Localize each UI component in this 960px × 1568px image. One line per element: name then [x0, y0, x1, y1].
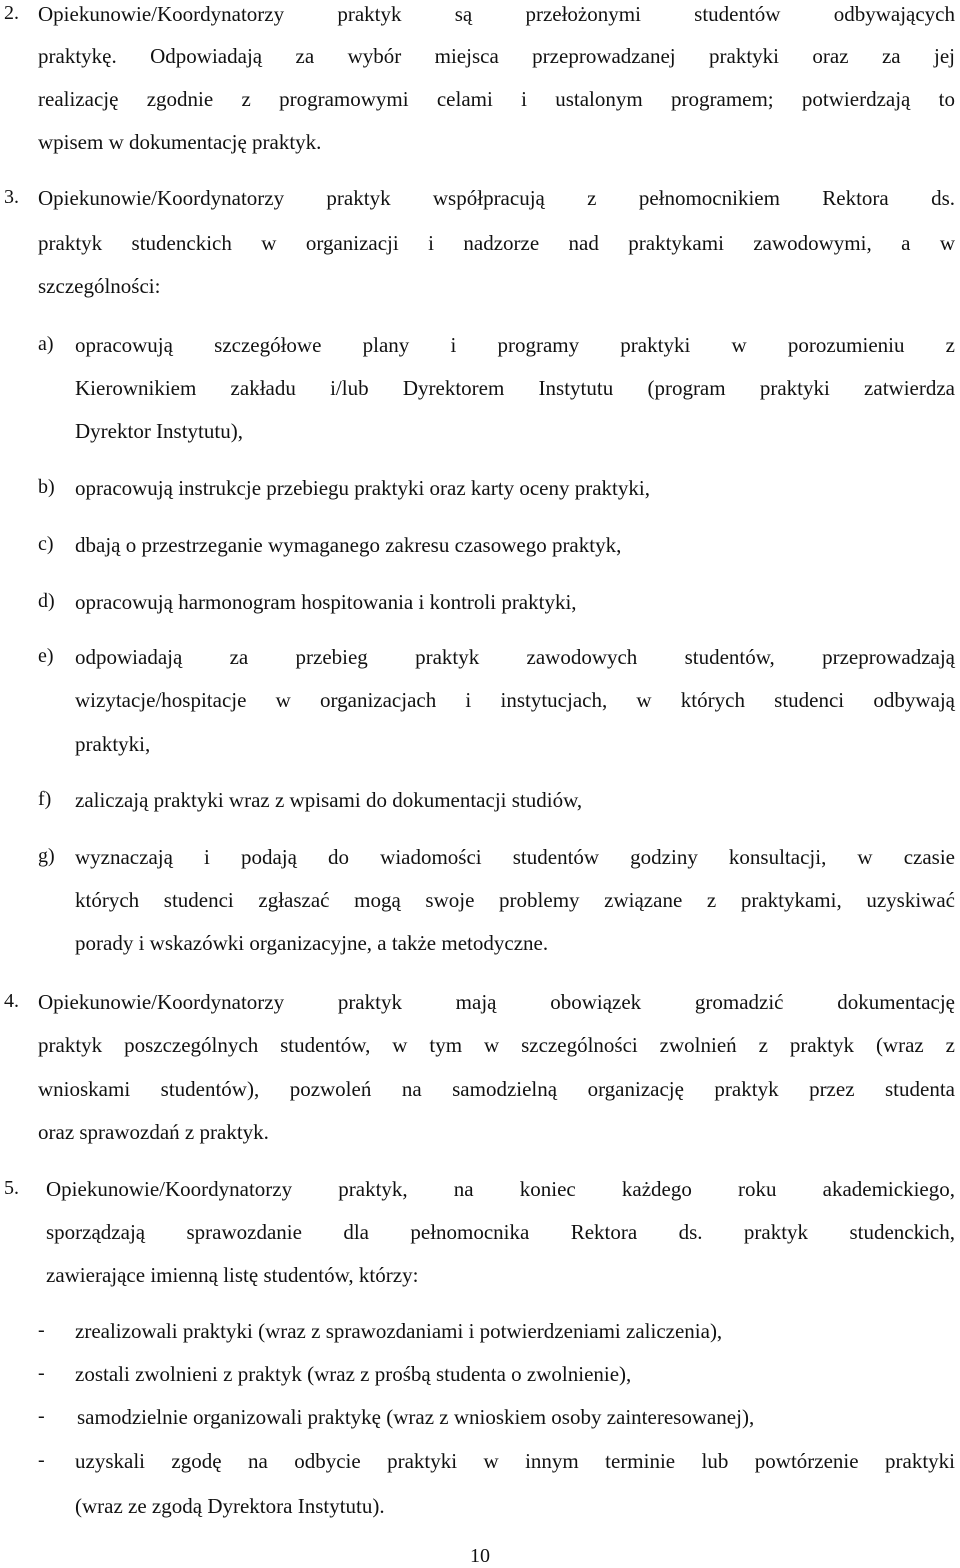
subitem-f — [75, 788, 955, 818]
paragraph-item-2 — [38, 2, 955, 162]
subitem-g — [75, 845, 955, 965]
text-line: dbają o przestrzeganie wymaganego zakresu czasowego praktyk, — [75, 533, 622, 557]
text-line: opracowują szczegółowe plany i programy praktyki w porozumieniu z — [75, 333, 955, 357]
subitem-d — [75, 590, 955, 620]
text-line: praktyk studenckich w organizacji i nadzorze nad praktykami zawodowymi, a w — [38, 231, 955, 255]
text-line: porady i wskazówki organizacyjne, a także metodyczne. — [75, 931, 549, 955]
text-line: wpisem w dokumentację praktyk. — [38, 130, 322, 154]
text-line: zaliczają praktyki wraz z wpisami do dokumentacji studiów, — [75, 788, 583, 812]
paragraph-item-3 — [38, 186, 955, 306]
text-line: praktyki, — [75, 732, 151, 756]
dash-item-1 — [75, 1319, 955, 1349]
item-number: 3. — [4, 186, 19, 208]
text-line: praktyk poszczególnych studentów, w tym w szczególności zwolnień z praktyk (wraz z — [38, 1033, 955, 1057]
text-line: Kierownikiem zakładu i/lub Dyrektorem Instytutu (program praktyki zatwierdza — [75, 376, 955, 400]
text-line: szczególności: — [38, 274, 161, 298]
dash-item-2 — [75, 1362, 955, 1392]
text-line: Opiekunowie/Koordynatorzy praktyk są przełożonymi studentów odbywających — [38, 2, 955, 26]
dash-marker: - — [38, 1319, 45, 1341]
subitem-a — [75, 333, 955, 453]
dash-item-4 — [75, 1449, 955, 1529]
item-number: 2. — [4, 2, 19, 24]
text-line: Opiekunowie/Koordynatorzy praktyk mają obowiązek gromadzić dokumentację — [38, 990, 955, 1014]
text-line: wyznaczają i podają do wiadomości studentów godziny konsultacji, w czasie — [75, 845, 955, 869]
text-line: uzyskali zgodę na odbycie praktyki w innym terminie lub powtórzenie praktyki — [75, 1449, 955, 1473]
text-line: wizytacje/hospitacje w organizacjach i instytucjach, w których studenci odbywają — [75, 688, 955, 712]
dash-marker: - — [38, 1362, 45, 1384]
item-number: 5. — [4, 1177, 19, 1199]
text-line: odpowiadają za przebieg praktyk zawodowych studentów, przeprowadzają — [75, 645, 955, 669]
dash-marker: - — [38, 1449, 45, 1471]
text-line: wnioskami studentów), pozwoleń na samodzielną organizację praktyk przez studenta — [38, 1077, 955, 1101]
subitem-b — [75, 476, 955, 506]
dash-marker: - — [38, 1405, 45, 1427]
text-line: oraz sprawozdań z praktyk. — [38, 1120, 269, 1144]
text-line: samodzielnie organizowali praktykę (wraz z wnioskiem osoby zainteresowanej), — [77, 1405, 755, 1429]
paragraph-item-5 — [46, 1177, 955, 1297]
subitem-letter: e) — [38, 645, 54, 667]
text-line: opracowują harmonogram hospitowania i kontroli praktyki, — [75, 590, 577, 614]
subitem-letter: g) — [38, 845, 55, 867]
subitem-letter: f) — [38, 788, 52, 810]
subitem-letter: b) — [38, 476, 55, 498]
subitem-e — [75, 645, 955, 765]
text-line: sporządzają sprawozdanie dla pełnomocnika Rektora ds. praktyk studenckich, — [46, 1220, 955, 1244]
dash-item-3 — [77, 1405, 955, 1435]
text-line: opracowują instrukcje przebiegu praktyki oraz karty oceny praktyki, — [75, 476, 650, 500]
subitem-c — [75, 533, 955, 563]
text-line: zawierające imienną listę studentów, którzy: — [46, 1263, 419, 1287]
text-line: Opiekunowie/Koordynatorzy praktyk współpracują z pełnomocnikiem Rektora ds. — [38, 186, 955, 210]
paragraph-item-4 — [38, 990, 955, 1150]
subitem-letter: c) — [38, 533, 54, 555]
subitem-letter: a) — [38, 333, 54, 355]
text-line: realizację zgodnie z programowymi celami i ustalonym programem; potwierdzają to — [38, 87, 955, 111]
text-line: Opiekunowie/Koordynatorzy praktyk, na koniec każdego roku akademickiego, — [46, 1177, 955, 1201]
text-line: których studenci zgłaszać mogą swoje problemy związane z praktykami, uzyskiwać — [75, 888, 955, 912]
text-line: praktykę. Odpowiadają za wybór miejsca przeprowadzanej praktyki oraz za jej — [38, 44, 955, 68]
page-number: 10 — [470, 1545, 490, 1567]
text-line: (wraz ze zgodą Dyrektora Instytutu). — [75, 1494, 385, 1518]
subitem-letter: d) — [38, 590, 55, 612]
text-line: Dyrektor Instytutu), — [75, 419, 243, 443]
item-number: 4. — [4, 990, 19, 1012]
text-line: zostali zwolnieni z praktyk (wraz z prośbą studenta o zwolnienie), — [75, 1362, 632, 1386]
text-line: zrealizowali praktyki (wraz z sprawozdaniami i potwierdzeniami zaliczenia), — [75, 1319, 723, 1343]
